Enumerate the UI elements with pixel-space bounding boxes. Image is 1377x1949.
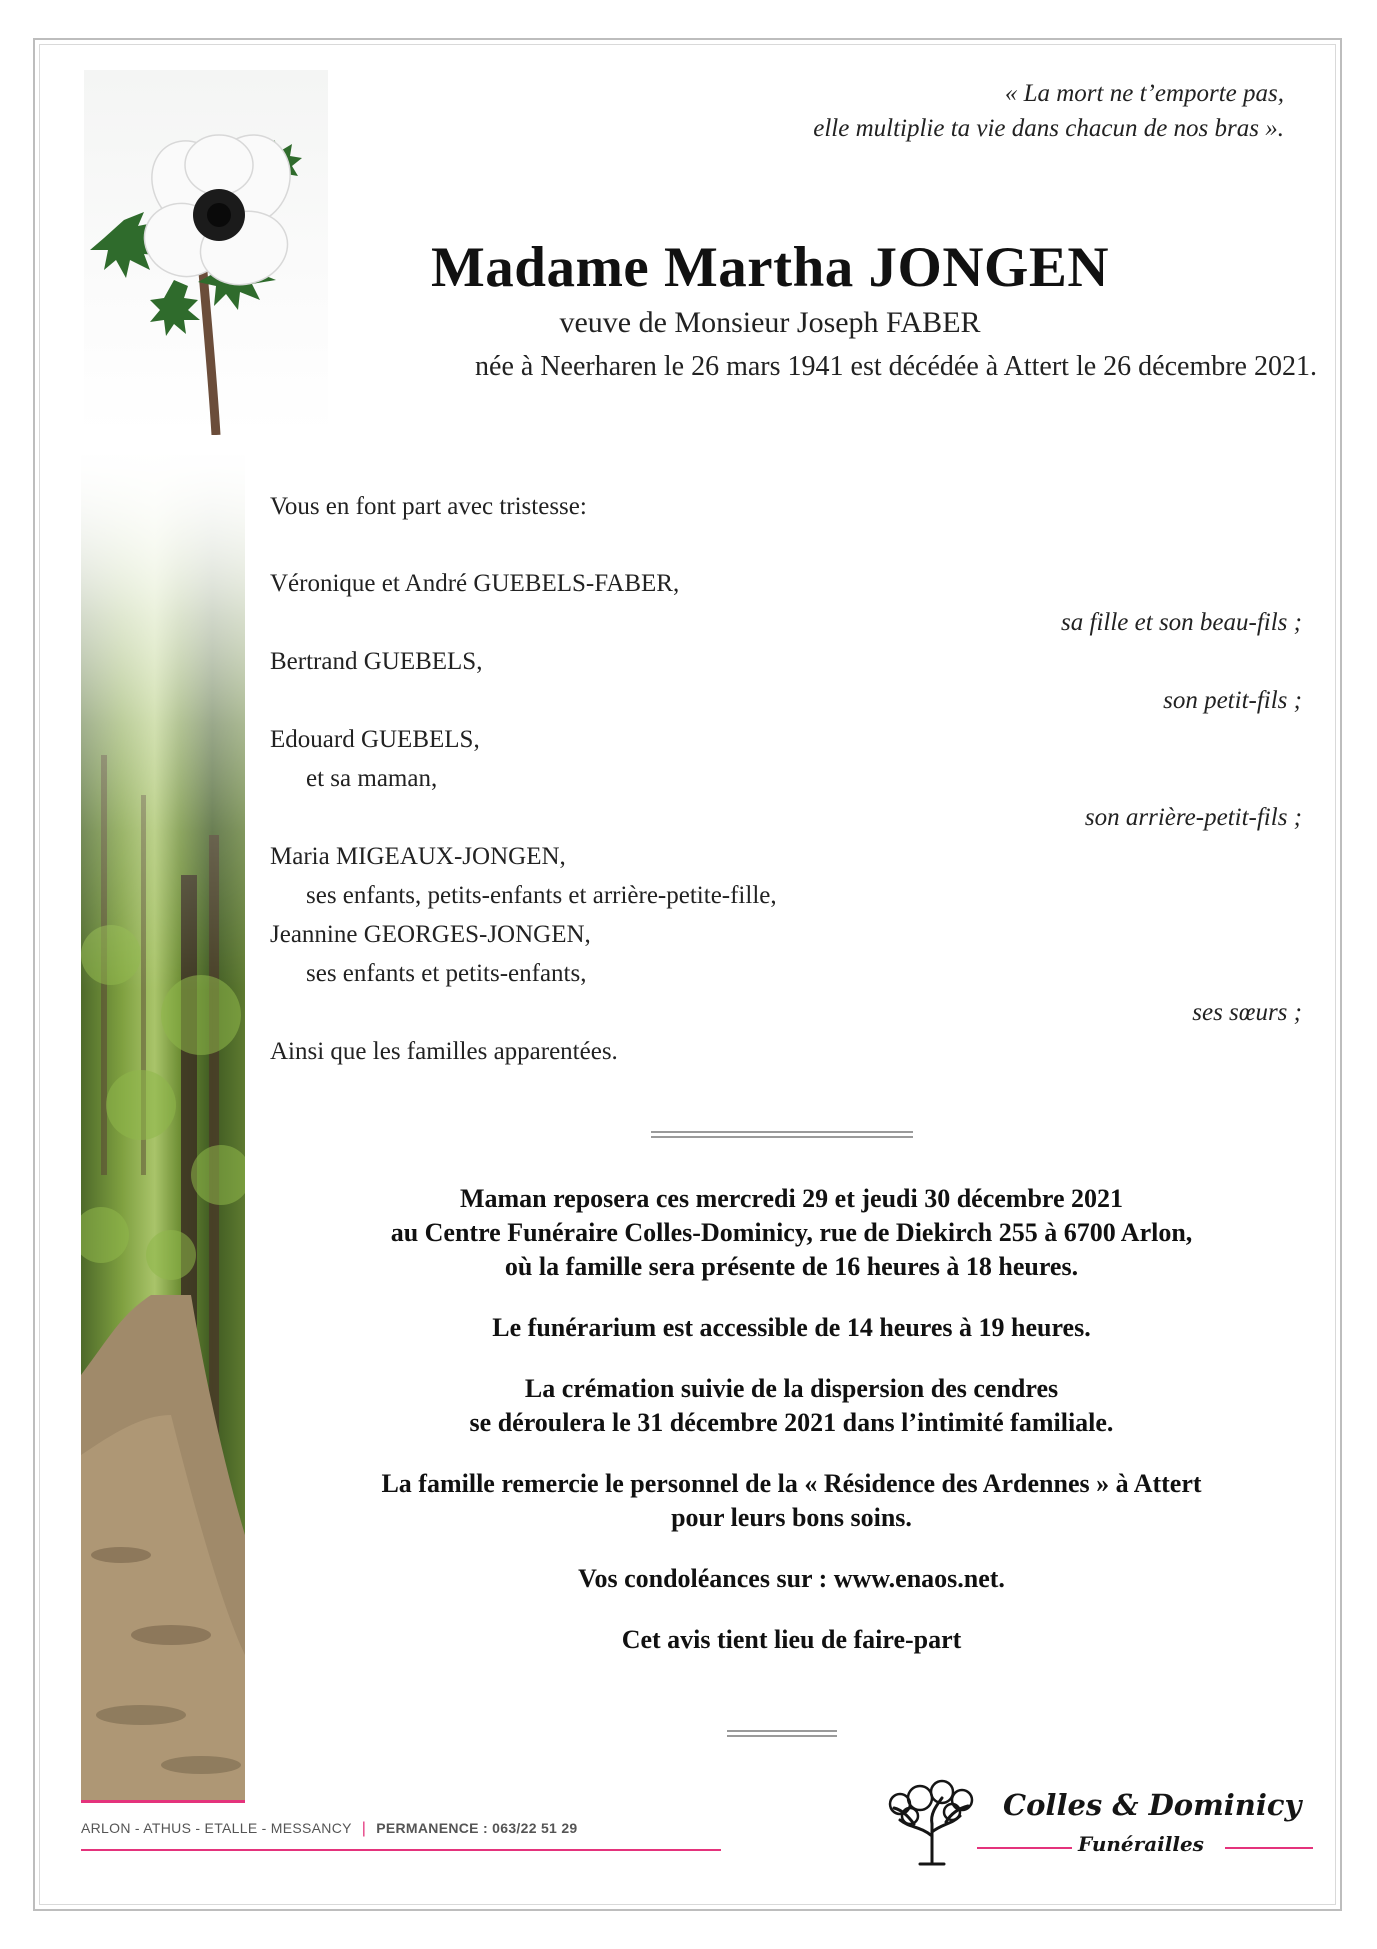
anemone-flower-icon	[84, 70, 328, 435]
family-relation: ses sœurs ;	[1192, 999, 1302, 1026]
brand-name: Colles & Dominicy	[1003, 1788, 1302, 1822]
cremation-line-1: La crémation suivie de la dispersion des cendres	[524, 1374, 1059, 1403]
flower-image	[84, 70, 328, 435]
thanks-line-1: La famille remercie le personnel de la « Résidence des Ardennes » à Attert	[381, 1469, 1202, 1498]
notice-paragraph: Cet avis tient lieu de faire-part	[621, 1625, 962, 1654]
rest-line-2: au Centre Funéraire Colles-Dominicy, rue de Diekirch 255 à 6700 Arlon,	[390, 1218, 1193, 1247]
footer-contact	[81, 1820, 578, 1838]
separator-bottom	[727, 1730, 837, 1737]
forest-path-image	[81, 455, 245, 1800]
forest-accent-bar	[81, 1800, 245, 1803]
tree-logo-icon	[880, 1776, 980, 1866]
family-relation: son petit-fils ;	[1163, 687, 1302, 714]
family-member: Véronique et André GUEBELS-FABER,	[270, 570, 680, 597]
family-member: Jeannine GEORGES-JONGEN,	[270, 921, 591, 948]
rest-line-3: où la famille sera présente de 16 heures à 18 heures.	[504, 1252, 1079, 1281]
access-paragraph: Le funérarium est accessible de 14 heures à 19 heures.	[492, 1313, 1091, 1342]
footer-accent-line	[81, 1849, 721, 1851]
family-member: Ainsi que les familles apparentées.	[270, 1038, 618, 1065]
deceased-name: Madame Martha JONGEN	[430, 236, 1110, 299]
family-sub: et sa maman,	[306, 765, 438, 792]
brand-line-left	[977, 1847, 1072, 1849]
birth-death-line: née à Neerharen le 26 mars 1941 est décédée à Attert le 26 décembre 2021.	[475, 351, 1317, 382]
brand-subtitle: Funérailles	[1078, 1832, 1204, 1856]
widow-of: veuve de Monsieur Joseph FABER	[559, 306, 981, 339]
ceremony-details	[270, 1182, 1313, 1684]
footer-locations: ARLON - ATHUS - ETALLE - MESSANCY	[81, 1820, 352, 1836]
condolences-paragraph: Vos condoléances sur : www.enaos.net.	[578, 1564, 1005, 1593]
family-member: Bertrand GUEBELS,	[270, 648, 483, 675]
separator	[651, 1131, 913, 1138]
quote-line-2: elle multiplie ta vie dans chacun de nos bras ».	[813, 115, 1284, 142]
rest-paragraph	[270, 1182, 1313, 1284]
brand-line-right	[1225, 1847, 1313, 1849]
family-member: Maria MIGEAUX-JONGEN,	[270, 843, 566, 870]
family-relation: son arrière-petit-fils ;	[1084, 804, 1302, 831]
family-sub: ses enfants et petits-enfants,	[306, 960, 587, 987]
brand-logo	[880, 1776, 1320, 1866]
cremation-paragraph	[270, 1372, 1313, 1440]
quote	[813, 76, 1284, 146]
footer-separator: |	[361, 1820, 367, 1837]
forest-path-icon	[81, 455, 245, 1800]
family-relation: sa fille et son beau-fils ;	[1061, 609, 1302, 636]
thanks-paragraph	[270, 1467, 1313, 1535]
quote-line-1: « La mort ne t’emporte pas,	[1004, 80, 1284, 107]
family-list	[270, 487, 1302, 1071]
thanks-line-2: pour leurs bons soins.	[671, 1503, 912, 1532]
family-member: Edouard GUEBELS,	[270, 726, 480, 753]
cremation-line-2: se déroulera le 31 décembre 2021 dans l’intimité familiale.	[469, 1408, 1114, 1437]
rest-line-1: Maman reposera ces mercredi 29 et jeudi 30 décembre 2021	[459, 1184, 1124, 1213]
footer-permanence: PERMANENCE : 063/22 51 29	[376, 1820, 578, 1836]
family-intro: Vous en font part avec tristesse:	[270, 493, 587, 520]
family-sub: ses enfants, petits-enfants et arrière-petite-fille,	[306, 882, 777, 909]
